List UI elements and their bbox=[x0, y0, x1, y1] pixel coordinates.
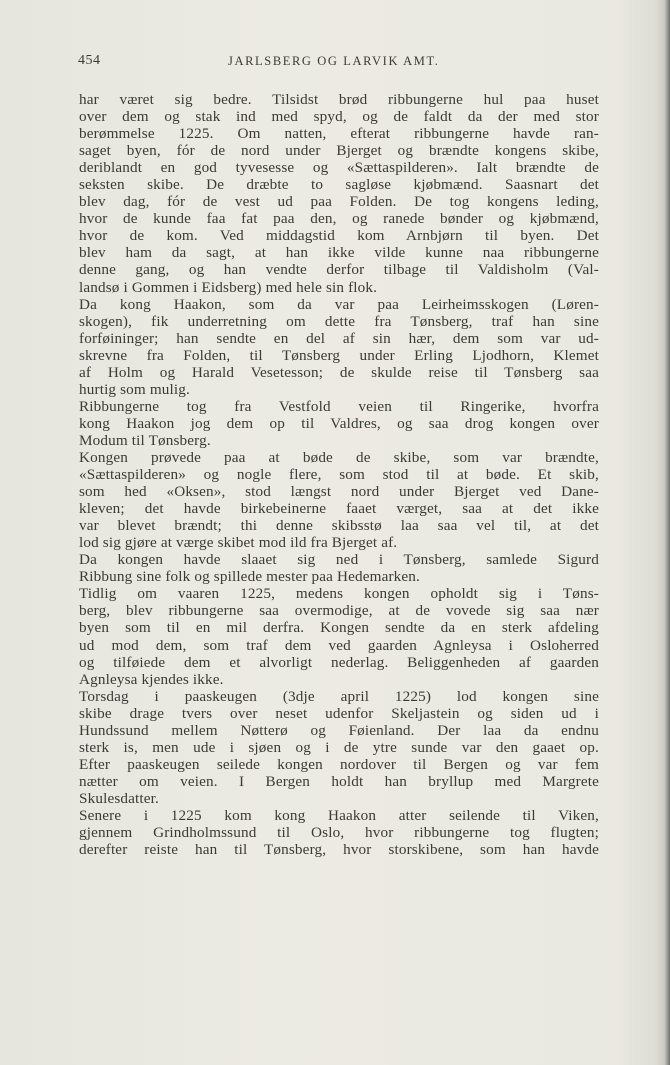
text-line: berømmelse 1225. Om natten, efterat ribbungerne havde ran- bbox=[79, 125, 599, 143]
text-line: Da kong Haakon, som da var paa Leirheimsskogen (Løren- bbox=[79, 295, 599, 313]
text-line: Kongen prøvede paa at bøde de skibe, som var brændte, bbox=[79, 448, 599, 466]
text-line: deriblandt en god tyvesesse og «Sættaspilderen». Ialt brændte de bbox=[79, 159, 599, 177]
text-line: blev dag, fór de vest ud paa Folden. De tog kongens leding, bbox=[79, 193, 599, 211]
text-line: kleven; det havde birkebeinerne faaet værget, saa at det ikke bbox=[79, 500, 599, 518]
text-line: kong Haakon jog dem op til Valdres, og saa drog kongen over bbox=[79, 414, 599, 432]
text-line: byen som til en mil derfra. Kongen sendte da en sterk afdeling bbox=[79, 619, 599, 637]
running-head: JARLSBERG OG LARVIK AMT. bbox=[228, 54, 440, 68]
text-line: af Holm og Harald Vesetesson; de skulde reise til Tønsberg saa bbox=[79, 363, 599, 381]
page-edge bbox=[664, 0, 670, 1065]
text-line: blev ham da sagt, at han ikke vilde kunne naa ribbungerne bbox=[79, 244, 599, 262]
text-line: hvor de kom. Ved middagstid kom Arnbjørn til byen. Det bbox=[79, 227, 599, 245]
text-line: Efter paaskeugen seilede kongen nordover til Bergen og var fem bbox=[79, 755, 599, 773]
text-line: ud mod dem, som traf dem ved gaarden Agnleysa i Osloherred bbox=[79, 636, 599, 654]
text-line: derefter reiste han til Tønsberg, hvor storskibene, som han havde bbox=[79, 841, 599, 859]
text-line: Ribbungerne tog fra Vestfold veien til Ringerike, hvorfra bbox=[79, 397, 599, 415]
text-line: Da kongen havde slaaet sig ned i Tønsberg, samlede Sigurd bbox=[79, 551, 599, 569]
text-line: forføininger; han sendte en del af sin hær, dem som var ud- bbox=[79, 329, 599, 347]
text-line: og tilføiede dem et alvorligt nederlag. Beliggenheden af gaarden bbox=[79, 653, 599, 671]
text-line: denne gang, og han vendte derfor tilbage til Valdisholm (Val- bbox=[79, 261, 599, 279]
text-line: som hed «Oksen», stod længst nord under Bjerget ved Dane- bbox=[79, 483, 599, 501]
text-line: landsø i Gommen i Eidsberg) med hele sin flok. bbox=[79, 278, 378, 296]
text-line: Agnleysa kjendes ikke. bbox=[79, 670, 224, 688]
text-line: «Sættaspilderen» og nogle flere, som stod til at bøde. Et skib, bbox=[79, 466, 599, 484]
text-line: Ribbung sine folk og spillede mester paa Hedemarken. bbox=[79, 568, 420, 586]
text-line: Torsdag i paaskeugen (3dje april 1225) lod kongen sine bbox=[79, 687, 599, 705]
text-line: lod sig gjøre at værge skibet mod ild fra Bjerget af. bbox=[79, 534, 398, 552]
text-line: Senere i 1225 kom kong Haakon atter seilende til Viken, bbox=[79, 806, 599, 824]
page-number: 454 bbox=[78, 53, 101, 68]
text-line: skogen), fik underretning om dette fra Tønsberg, traf han sine bbox=[79, 312, 599, 330]
text-line: skibe drage tvers over neset udenfor Skeljastein og siden ud i bbox=[79, 704, 599, 722]
text-line: skrevne fra Folden, til Tønsberg under Erling Ljodhorn, Klemet bbox=[79, 346, 599, 364]
text-line: Skulesdatter. bbox=[79, 789, 159, 807]
text-line: berg, blev ribbungerne saa overmodige, at de vovede sig saa nær bbox=[79, 602, 599, 620]
text-line: seksten skibe. De dræbte to sagløse kjøbmænd. Saasnart det bbox=[79, 176, 599, 194]
text-line: over dem og stak ind med spyd, og de faldt da der med stor bbox=[79, 108, 599, 126]
body-text bbox=[79, 91, 599, 858]
text-line: har været sig bedre. Tilsidst brød ribbungerne hul paa huset bbox=[79, 91, 599, 108]
text-line: nætter om veien. I Bergen holdt han bryllup med Margrete bbox=[79, 772, 599, 790]
text-line: hvor de kunde faa fat paa den, og ranede bønder og kjøbmænd, bbox=[79, 210, 599, 228]
page-header bbox=[78, 53, 598, 73]
text-line: Hundssund mellem Nøtterø og Føienland. Der laa da endnu bbox=[79, 721, 599, 739]
text-line: sterk is, men ude i sjøen og i de ytre sunde var den gaaet op. bbox=[79, 738, 599, 756]
text-line: Tidlig om vaaren 1225, medens kongen opholdt sig i Tøns- bbox=[79, 585, 599, 603]
text-line: gjennem Grindholmssund til Oslo, hvor ribbungerne tog flugten; bbox=[79, 824, 599, 842]
text-line: hurtig som mulig. bbox=[79, 380, 190, 398]
text-line: var blevet brændt; thi denne skibsstø laa saa vel til, at det bbox=[79, 517, 599, 535]
text-line: Modum til Tønsberg. bbox=[79, 431, 211, 449]
text-line: saget byen, fór de nord under Bjerget og brændte kongens skibe, bbox=[79, 142, 599, 160]
